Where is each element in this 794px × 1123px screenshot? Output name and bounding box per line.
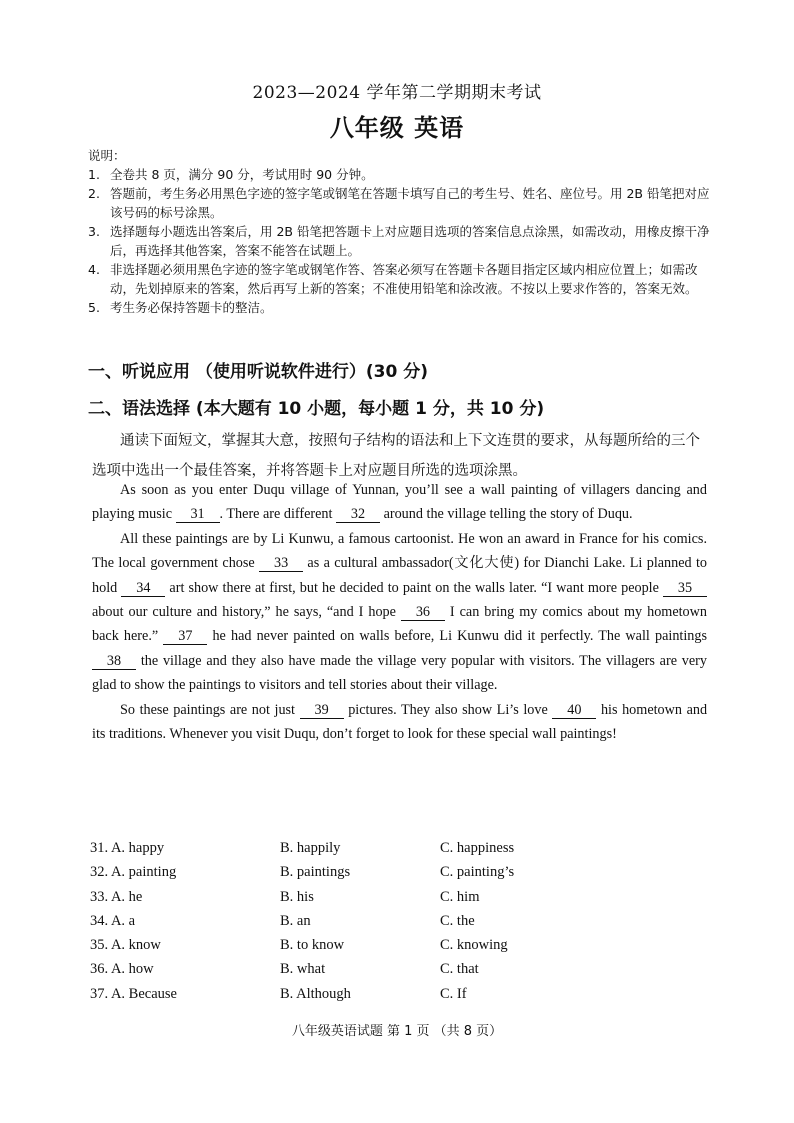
option-c: C. knowing (440, 937, 508, 954)
choice-row-32 (90, 864, 650, 888)
option-c: C. the (440, 912, 475, 929)
choice-row-33 (90, 889, 650, 913)
instruction-item (88, 184, 710, 222)
answer-choices (90, 840, 650, 1010)
instruction-item (88, 298, 710, 317)
option-c: C. happiness (440, 840, 515, 856)
instruction-text: 答题前，考生务必用黑色字迹的签字笔或钢笔在答题卡填写自己的考生号、姓名、座位号。用 2B 铅笔把对应该号码的标号涂黑。 (110, 186, 710, 220)
subject-title: 八年级 英语 (329, 113, 465, 142)
passage-text: as a cultural ambassador(文化大使) for Dianchi Lake. Li planned to hold (92, 555, 708, 596)
option-c: C. painting’s (440, 864, 515, 881)
option-a: 32. A. painting (90, 864, 177, 881)
passage-text: So these paintings are not just (120, 701, 296, 718)
choice-row-34 (90, 913, 650, 937)
blank-34: 34 (121, 580, 165, 597)
choice-row-35 (90, 937, 650, 961)
section-heading-listening: 一、听说应用 （使用听说软件进行）(30 分) (88, 362, 429, 382)
passage-text: the village and they also have made the village very popular with visitors. The villagers are very glad to show the paintings to visitors and tell stories about their village. (92, 652, 708, 694)
instructions (88, 146, 710, 317)
passage-text: about our culture and history,” he says, “and I hope (92, 604, 396, 621)
instruction-item (88, 222, 710, 260)
option-b: B. Although (280, 985, 351, 1002)
passage-paragraph (92, 527, 707, 698)
passage-text: As soon as you enter Duqu village of Yunnan, you’ll see a wall painting of villagers dancing and playing music (92, 482, 707, 523)
option-b: B. what (280, 961, 326, 978)
option-b: B. an (280, 912, 311, 929)
section-heading-grammar: 二、语法选择 (本大题有 10 小题，每小题 1 分，共 10 分) (88, 399, 545, 419)
option-a: 37. A. Because (90, 985, 177, 1002)
reading-passage (92, 478, 707, 746)
option-a: 36. A. how (90, 961, 154, 978)
page-footer: 八年级英语试题 第 1 页 （共 8 页） (291, 1024, 503, 1039)
passage-paragraph (92, 698, 707, 747)
passage-paragraph (92, 478, 707, 527)
passage-text: I can bring my comics about my hometown back here.” (92, 604, 707, 645)
blank-36: 36 (401, 604, 445, 621)
choice-row-37 (90, 986, 650, 1010)
blank-37: 37 (163, 628, 207, 645)
option-a: 31. A. happy (90, 840, 165, 856)
instruction-item (88, 165, 710, 184)
option-c: C. If (440, 985, 467, 1002)
blank-31: 31 (176, 506, 220, 523)
choice-row-36 (90, 961, 650, 985)
instruction-number: 3. (88, 224, 100, 239)
blank-39: 39 (300, 702, 344, 719)
instruction-text: 全卷共 8 页，满分 90 分，考试用时 90 分钟。 (110, 167, 374, 182)
option-a: 34. A. a (90, 912, 136, 929)
option-b: B. happily (280, 840, 341, 856)
instruction-text: 考生务必保持答题卡的整洁。 (110, 300, 273, 315)
blank-38: 38 (92, 653, 136, 670)
blank-35: 35 (663, 580, 707, 597)
passage-text: pictures. They also show Li’s love (348, 701, 548, 718)
instruction-number: 4. (88, 262, 100, 277)
blank-40: 40 (552, 702, 596, 719)
blank-32: 32 (336, 506, 380, 523)
instruction-number: 1. (88, 167, 100, 182)
instruction-text: 非选择题必须用黑色字迹的签字笔或钢笔作答、答案必须写在答题卡各题目指定区域内相应位置上；如需改动，先划掉原来的答案，然后再写上新的答案；不准使用铅笔和涂改液。不按以上要求作答的，答案无效。 (110, 262, 698, 296)
option-a: 35. A. know (90, 937, 161, 954)
section-direction: 通读下面短文，掌握其大意，按照句子结构的语法和上下文连贯的要求，从每题所给的三个选项中选出一个最佳答案，并将答题卡上对应题目所选的选项涂黑。 (92, 433, 700, 479)
exam-title: 2023—2024 学年第二学期期末考试 (252, 83, 542, 103)
option-c: C. that (440, 961, 479, 978)
instructions-heading: 说明： (88, 148, 126, 163)
instruction-number: 2. (88, 186, 100, 201)
passage-text: art show there at first, but he decided to paint on the walls later. “I want more people (169, 579, 659, 596)
passage-text: around the village telling the story of Duqu. (383, 506, 633, 523)
instruction-item (88, 260, 710, 298)
option-b: B. paintings (280, 864, 351, 881)
instruction-number: 5. (88, 300, 100, 315)
choice-row-31 (90, 840, 650, 864)
option-a: 33. A. he (90, 888, 143, 905)
passage-text: he had never painted on walls before, Li Kunwu did it perfectly. The wall paintings (212, 628, 708, 645)
option-b: B. his (280, 888, 314, 905)
option-b: B. to know (280, 937, 345, 954)
passage-text: All these paintings are by Li Kunwu, a famous cartoonist. He won an award in France for his comics. The local government chose (92, 530, 707, 572)
blank-33: 33 (259, 555, 303, 572)
instruction-text: 选择题每小题选出答案后，用 2B 铅笔把答题卡上对应题目选项的答案信息点涂黑，如需改动，用橡皮擦干净后，再选择其他答案，答案不能答在试题上。 (110, 224, 710, 258)
option-c: C. him (440, 888, 480, 905)
passage-text: . There are different (219, 506, 333, 523)
passage-text: his hometown and its traditions. Whenever you visit Duqu, don’t forget to look for these special wall paintings! (92, 701, 708, 743)
